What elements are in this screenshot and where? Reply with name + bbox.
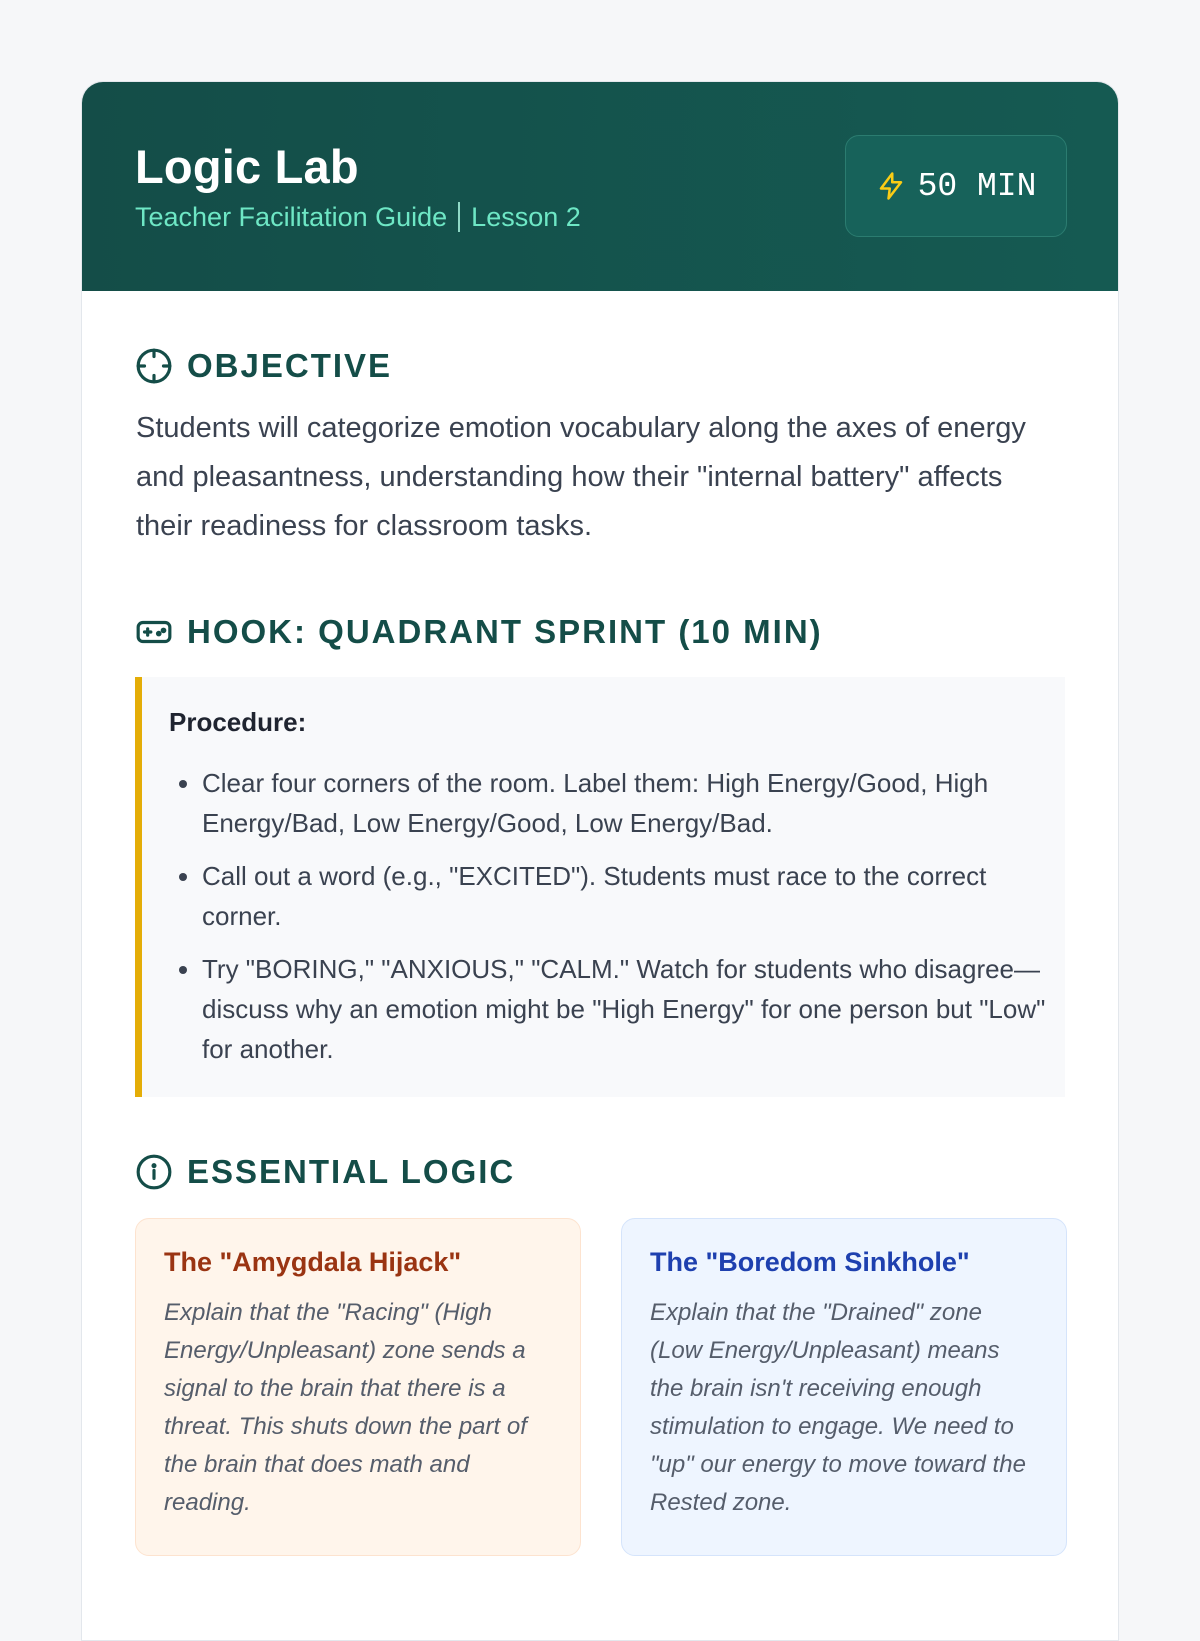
gamepad-icon	[135, 613, 173, 651]
essential-logic-heading	[135, 1153, 515, 1191]
duration-label: 50 MIN	[917, 167, 1037, 205]
subtitle-divider	[458, 202, 460, 232]
hook-title: HOOK: QUADRANT SPRINT (10 MIN)	[187, 613, 823, 650]
procedure-list	[169, 763, 1062, 1082]
amygdala-card-title: The "Amygdala Hijack"	[164, 1247, 462, 1277]
procedure-box	[135, 677, 1065, 1097]
list-item: • Clear four corners of the room. Label them: High Energy/Good, High Energy/Bad, Low Energy/Good, Low Energy/Bad.	[202, 763, 1062, 843]
lesson-label: Lesson 2	[471, 202, 581, 232]
guide-label: Teacher Facilitation Guide	[135, 202, 448, 232]
lesson-header	[82, 82, 1118, 291]
boredom-card	[621, 1218, 1067, 1556]
lesson-card	[81, 81, 1119, 1641]
list-item: • Try "BORING," "ANXIOUS," "CALM." Watch for students who disagree—discuss why an emotion might be "High Energy" for one person but "Low" for another.	[202, 949, 1062, 1069]
essential-logic-title: ESSENTIAL LOGIC	[187, 1153, 516, 1190]
list-item: • Call out a word (e.g., "EXCITED"). Students must race to the correct corner.	[202, 856, 1062, 936]
target-icon	[135, 347, 173, 385]
hook-heading	[135, 613, 823, 651]
boredom-card-title: The "Boredom Sinkhole"	[650, 1247, 970, 1277]
boredom-card-text: Explain that the "Drained" zone (Low Energy/Unpleasant) means the brain isn't receiving enough stimulation to engage. We need to "up" our energy to move toward the Rested zone.	[650, 1299, 1026, 1516]
objective-heading	[135, 347, 392, 385]
amygdala-card	[135, 1218, 581, 1556]
page-subtitle	[135, 202, 581, 233]
objective-text: Students will categorize emotion vocabulary along the axes of energy and pleasantness, understanding how their "internal battery" affects their readiness for classroom tasks.	[136, 412, 1026, 542]
duration-badge	[845, 135, 1067, 237]
objective-title: OBJECTIVE	[187, 347, 393, 384]
page-title: Logic Lab	[135, 140, 359, 193]
amygdala-card-text: Explain that the "Racing" (High Energy/Unpleasant) zone sends a signal to the brain that there is a threat. This shuts down the part of the brain that does math and reading.	[164, 1299, 527, 1516]
procedure-label: Procedure:	[169, 707, 307, 737]
lightning-icon	[876, 169, 906, 203]
info-icon	[135, 1153, 173, 1191]
